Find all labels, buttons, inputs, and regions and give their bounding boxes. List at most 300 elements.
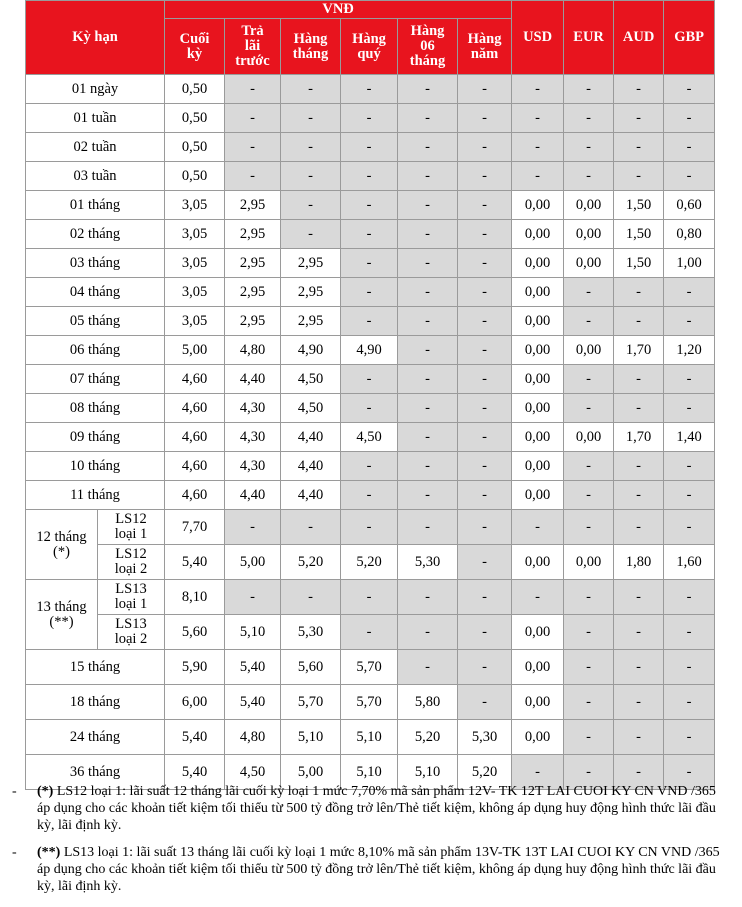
rate-cell: - [398, 162, 458, 191]
rate-cell: 5,00 [281, 755, 341, 790]
term-cell: 05 tháng [26, 307, 165, 336]
rate-cell: 7,70 [165, 510, 225, 545]
rate-cell: - [564, 162, 614, 191]
rate-cell: - [664, 580, 715, 615]
rate-cell: 0,00 [512, 545, 564, 580]
rate-cell: - [664, 394, 715, 423]
rate-cell: - [664, 365, 715, 394]
rate-cell: 4,50 [281, 394, 341, 423]
rate-cell: 1,40 [664, 423, 715, 452]
rate-cell: - [341, 452, 398, 481]
rate-cell: - [281, 75, 341, 104]
rate-cell: - [458, 452, 512, 481]
footnote-dash: - [12, 845, 17, 860]
table-row [26, 249, 715, 278]
rate-cell: 0,50 [165, 104, 225, 133]
rate-cell: - [458, 104, 512, 133]
rate-cell: - [398, 336, 458, 365]
rate-cell: - [664, 510, 715, 545]
footnote-text: LS13 loại 1: lãi suất 13 tháng lãi cuối kỳ loại 1 mức 8,10% mã sản phẩm 13V-TK 13T LAI CUOI KY CN VND /365 áp dụng cho các khoản tiết kiệm tối thiểu từ 500 tỷ đồng trở lên/Thẻ tiết kiệm, không áp dụng huy động hình thức lãi đầu kỳ, lãi định kỳ. [37, 845, 720, 894]
rate-cell: 3,05 [165, 249, 225, 278]
term-cell: 02 tuần [26, 133, 165, 162]
rate-cell: 5,90 [165, 650, 225, 685]
rate-cell: - [564, 580, 614, 615]
rate-cell: - [614, 104, 664, 133]
rate-cell: 3,05 [165, 278, 225, 307]
rate-cell: 5,10 [341, 720, 398, 755]
rate-cell: - [664, 481, 715, 510]
rate-cell: - [614, 510, 664, 545]
rate-cell: - [458, 133, 512, 162]
rate-cell: - [341, 278, 398, 307]
rate-cell: - [225, 580, 281, 615]
usd-header: USD [512, 1, 564, 75]
rate-cell: - [564, 104, 614, 133]
footnote [12, 844, 732, 895]
rate-cell: - [458, 336, 512, 365]
term-cell: 18 tháng [26, 685, 165, 720]
rate-cell: - [664, 104, 715, 133]
rate-cell: 0,60 [664, 191, 715, 220]
rate-cell: - [225, 75, 281, 104]
term-cell: 11 tháng [26, 481, 165, 510]
rate-cell: - [614, 615, 664, 650]
rate-cell: 1,20 [664, 336, 715, 365]
rate-cell: - [341, 615, 398, 650]
term-cell: 08 tháng [26, 394, 165, 423]
rate-cell: 5,10 [398, 755, 458, 790]
rate-cell: 0,00 [564, 336, 614, 365]
table-row [26, 278, 715, 307]
rate-cell: - [458, 510, 512, 545]
table-row [26, 510, 715, 545]
rate-cell: - [614, 307, 664, 336]
rate-cell: 5,40 [165, 545, 225, 580]
rate-cell: 4,40 [225, 481, 281, 510]
rate-cell: 0,00 [512, 278, 564, 307]
eur-header: EUR [564, 1, 614, 75]
rate-cell: 5,20 [398, 720, 458, 755]
rate-cell: - [398, 452, 458, 481]
rate-cell: - [614, 133, 664, 162]
rate-cell: 0,50 [165, 162, 225, 191]
rate-cell: - [458, 191, 512, 220]
rate-cell: - [225, 133, 281, 162]
rate-cell: - [614, 650, 664, 685]
term-cell: 01 tháng [26, 191, 165, 220]
rate-cell: 4,60 [165, 481, 225, 510]
rate-cell: - [614, 685, 664, 720]
rate-cell: 1,60 [664, 545, 715, 580]
footnote-dash: - [12, 784, 17, 799]
rate-cell: - [512, 580, 564, 615]
rate-cell: - [614, 755, 664, 790]
rate-cell: 5,60 [281, 650, 341, 685]
rate-cell: 5,70 [341, 685, 398, 720]
rate-cell: - [341, 133, 398, 162]
table-row [26, 133, 715, 162]
rate-cell: - [564, 685, 614, 720]
term-header: Kỳ hạn [26, 1, 165, 75]
vnd-col-header: Cuối kỳ [165, 19, 225, 75]
rate-cell: 4,40 [225, 365, 281, 394]
rate-cell: 3,05 [165, 220, 225, 249]
rate-cell: - [614, 452, 664, 481]
rate-cell: - [614, 720, 664, 755]
rate-cell: 0,00 [512, 481, 564, 510]
rate-cell: - [281, 510, 341, 545]
footnote-mark: (*) [37, 784, 54, 799]
rate-cell: - [664, 162, 715, 191]
vnd-col-header: Hàng năm [458, 19, 512, 75]
sub-term-cell: LS13 loại 2 [98, 615, 165, 650]
rate-cell: - [398, 365, 458, 394]
rate-cell: 4,40 [281, 423, 341, 452]
rate-cell: 0,00 [512, 191, 564, 220]
rate-cell: - [564, 720, 614, 755]
rate-cell: 3,05 [165, 191, 225, 220]
rate-cell: - [458, 220, 512, 249]
rate-cell: - [398, 615, 458, 650]
rate-cell: 4,60 [165, 452, 225, 481]
term-group-cell: 13 tháng (**) [26, 580, 98, 650]
rate-cell: 4,90 [341, 336, 398, 365]
table-row [26, 336, 715, 365]
table-row [26, 580, 715, 615]
rate-cell: - [564, 510, 614, 545]
rate-cell: - [458, 545, 512, 580]
term-cell: 04 tháng [26, 278, 165, 307]
rate-cell: 1,50 [614, 220, 664, 249]
rate-cell: - [614, 365, 664, 394]
rate-cell: 2,95 [281, 307, 341, 336]
rate-cell: - [664, 278, 715, 307]
rate-cell: - [281, 162, 341, 191]
rate-cell: - [664, 133, 715, 162]
rate-cell: - [564, 481, 614, 510]
rate-cell: - [564, 365, 614, 394]
rate-cell: - [564, 307, 614, 336]
rate-cell: 4,50 [341, 423, 398, 452]
table-body [26, 75, 715, 790]
rate-cell: 5,10 [341, 755, 398, 790]
rate-cell: 1,50 [614, 191, 664, 220]
rate-cell: - [341, 220, 398, 249]
term-cell: 06 tháng [26, 336, 165, 365]
rate-cell: - [341, 191, 398, 220]
vnd-col-header: Hàng tháng [281, 19, 341, 75]
rate-cell: - [564, 394, 614, 423]
footnotes [12, 783, 732, 905]
rate-cell: 5,00 [225, 545, 281, 580]
rate-cell: 4,60 [165, 423, 225, 452]
table-row [26, 307, 715, 336]
table-row [26, 452, 715, 481]
rate-cell: 0,50 [165, 133, 225, 162]
sub-term-cell: LS13 loại 1 [98, 580, 165, 615]
rate-cell: 5,00 [165, 336, 225, 365]
rate-cell: 1,50 [614, 249, 664, 278]
table-row [26, 75, 715, 104]
rate-cell: - [458, 307, 512, 336]
rate-cell: 5,30 [281, 615, 341, 650]
rate-cell: 0,00 [564, 423, 614, 452]
rate-cell: - [398, 191, 458, 220]
rate-cell: - [398, 481, 458, 510]
rate-cell: - [341, 162, 398, 191]
rate-cell: 4,50 [281, 365, 341, 394]
rate-cell: - [458, 650, 512, 685]
rate-cell: - [564, 650, 614, 685]
term-cell: 03 tháng [26, 249, 165, 278]
rate-cell: - [458, 580, 512, 615]
rate-cell: 1,70 [614, 336, 664, 365]
rate-cell: - [458, 75, 512, 104]
sub-term-cell: LS12 loại 1 [98, 510, 165, 545]
footnote-text: LS12 loại 1: lãi suất 12 tháng lãi cuối kỳ loại 1 mức 7,70% mã sản phẩm 12V- TK 12T LAI CUOI KY CN VND /365 áp dụng cho các khoản tiết kiệm tối thiểu từ 500 tỷ đồng trở lên/Thẻ tiết kiệm, không áp dụng huy động hình thức lãi đầu kỳ, lãi định kỳ. [37, 784, 716, 833]
footnote-mark: (**) [37, 845, 61, 860]
rate-cell: 0,00 [512, 249, 564, 278]
table-row [26, 220, 715, 249]
rate-cell: - [341, 580, 398, 615]
rate-cell: 2,95 [225, 220, 281, 249]
rate-cell: - [458, 685, 512, 720]
rate-cell: - [398, 133, 458, 162]
rate-cell: - [398, 650, 458, 685]
vnd-col-header: Trả lãi trước [225, 19, 281, 75]
rate-cell: 5,20 [281, 545, 341, 580]
rate-cell: - [564, 452, 614, 481]
rate-cell: 5,20 [458, 755, 512, 790]
rate-cell: 5,30 [458, 720, 512, 755]
rate-cell: 4,30 [225, 452, 281, 481]
rate-cell: 0,00 [512, 394, 564, 423]
rate-cell: 4,40 [281, 452, 341, 481]
rate-cell: - [664, 615, 715, 650]
rate-cell: 1,70 [614, 423, 664, 452]
vnd-col-header: Hàng quý [341, 19, 398, 75]
rate-cell: - [458, 394, 512, 423]
rate-cell: - [398, 580, 458, 615]
table-row [26, 685, 715, 720]
rate-cell: - [398, 510, 458, 545]
term-cell: 01 tuần [26, 104, 165, 133]
rate-cell: 0,00 [512, 685, 564, 720]
table-row [26, 394, 715, 423]
term-cell: 10 tháng [26, 452, 165, 481]
rate-cell: - [512, 755, 564, 790]
rate-cell: - [564, 75, 614, 104]
table-row [26, 481, 715, 510]
rate-cell: - [225, 162, 281, 191]
rate-cell: 0,50 [165, 75, 225, 104]
rate-cell: 5,30 [398, 545, 458, 580]
rate-cell: 0,00 [512, 220, 564, 249]
rate-cell: 5,20 [341, 545, 398, 580]
term-cell: 07 tháng [26, 365, 165, 394]
rate-cell: - [341, 394, 398, 423]
table-row [26, 720, 715, 755]
vnd-col-header: Hàng 06 tháng [398, 19, 458, 75]
rate-cell: 2,95 [225, 191, 281, 220]
rate-cell: - [398, 220, 458, 249]
rate-cell: 0,00 [564, 220, 614, 249]
table-row [26, 545, 715, 580]
table-row [26, 615, 715, 650]
footnote [12, 783, 732, 834]
rate-cell: 0,00 [564, 249, 614, 278]
rate-cell: - [614, 75, 664, 104]
interest-rate-table [25, 0, 715, 790]
rate-cell: - [398, 307, 458, 336]
rate-cell: - [458, 423, 512, 452]
rate-cell: - [512, 162, 564, 191]
rate-cell: 2,95 [281, 278, 341, 307]
rate-cell: 0,00 [512, 650, 564, 685]
rate-cell: 0,00 [512, 452, 564, 481]
rate-cell: 4,30 [225, 423, 281, 452]
rate-cell: - [664, 452, 715, 481]
rate-cell: - [564, 755, 614, 790]
rate-cell: 5,40 [225, 650, 281, 685]
aud-header: AUD [614, 1, 664, 75]
rate-cell: - [512, 510, 564, 545]
sub-term-cell: LS12 loại 2 [98, 545, 165, 580]
rate-cell: 1,80 [614, 545, 664, 580]
rate-cell: 5,40 [165, 755, 225, 790]
rate-cell: - [614, 394, 664, 423]
rate-cell: 0,00 [512, 423, 564, 452]
rate-cell: 4,60 [165, 365, 225, 394]
vnd-header: VNĐ [165, 1, 512, 19]
table-row [26, 423, 715, 452]
rate-cell: 0,00 [512, 365, 564, 394]
rate-cell: - [664, 650, 715, 685]
rate-cell: 5,40 [165, 720, 225, 755]
rate-cell: 1,00 [664, 249, 715, 278]
rate-cell: - [341, 75, 398, 104]
rate-cell: 5,60 [165, 615, 225, 650]
rate-cell: - [564, 133, 614, 162]
rate-cell: - [398, 394, 458, 423]
rate-cell: - [341, 307, 398, 336]
rate-cell: - [281, 580, 341, 615]
table-row [26, 162, 715, 191]
rate-cell: - [664, 755, 715, 790]
rate-cell: - [225, 104, 281, 133]
rate-cell: 5,70 [281, 685, 341, 720]
rate-cell: 0,00 [512, 307, 564, 336]
term-cell: 36 tháng [26, 755, 165, 790]
table-row [26, 365, 715, 394]
rate-cell: - [512, 133, 564, 162]
rate-cell: - [458, 249, 512, 278]
rate-cell: 5,40 [225, 685, 281, 720]
rate-cell: - [614, 278, 664, 307]
rate-cell: - [341, 365, 398, 394]
rate-cell: 5,10 [225, 615, 281, 650]
gbp-header: GBP [664, 1, 715, 75]
rate-cell: 2,95 [225, 307, 281, 336]
rate-cell: 5,80 [398, 685, 458, 720]
rate-cell: - [664, 75, 715, 104]
rate-cell: - [512, 75, 564, 104]
rate-cell: - [341, 510, 398, 545]
rate-cell: 4,40 [281, 481, 341, 510]
rate-cell: 8,10 [165, 580, 225, 615]
rate-cell: - [281, 191, 341, 220]
rate-cell: - [458, 615, 512, 650]
rate-cell: 2,95 [225, 249, 281, 278]
term-cell: 03 tuần [26, 162, 165, 191]
rate-cell: - [664, 720, 715, 755]
rate-cell: - [614, 481, 664, 510]
table-row [26, 191, 715, 220]
term-cell: 15 tháng [26, 650, 165, 685]
rate-cell: 4,50 [225, 755, 281, 790]
rate-cell: 0,00 [564, 545, 614, 580]
rate-cell: - [564, 278, 614, 307]
rate-cell: - [281, 133, 341, 162]
rate-cell: - [458, 365, 512, 394]
rate-cell: 4,60 [165, 394, 225, 423]
term-cell: 01 ngày [26, 75, 165, 104]
table-row [26, 650, 715, 685]
rate-cell: - [664, 685, 715, 720]
rate-cell: 0,00 [512, 336, 564, 365]
rate-cell: - [281, 104, 341, 133]
rate-cell: 0,00 [564, 191, 614, 220]
rate-cell: 4,90 [281, 336, 341, 365]
rate-cell: 5,70 [341, 650, 398, 685]
rate-cell: 5,10 [281, 720, 341, 755]
term-cell: 02 tháng [26, 220, 165, 249]
rate-cell: - [458, 162, 512, 191]
rate-cell: 6,00 [165, 685, 225, 720]
rate-cell: 2,95 [281, 249, 341, 278]
rate-cell: - [398, 104, 458, 133]
rate-cell: - [512, 104, 564, 133]
rate-cell: 4,80 [225, 720, 281, 755]
rate-cell: - [458, 481, 512, 510]
term-cell: 09 tháng [26, 423, 165, 452]
rate-cell: - [398, 278, 458, 307]
rate-cell: - [614, 162, 664, 191]
rate-cell: - [341, 481, 398, 510]
rate-cell: - [664, 307, 715, 336]
term-group-cell: 12 tháng (*) [26, 510, 98, 580]
rate-cell: - [398, 249, 458, 278]
rate-cell: 0,80 [664, 220, 715, 249]
rate-cell: - [341, 249, 398, 278]
rate-cell: 0,00 [512, 615, 564, 650]
rate-cell: - [341, 104, 398, 133]
rate-cell: - [225, 510, 281, 545]
table-row [26, 104, 715, 133]
rate-cell: - [614, 580, 664, 615]
rate-cell: 4,30 [225, 394, 281, 423]
rate-cell: 3,05 [165, 307, 225, 336]
rate-cell: - [398, 75, 458, 104]
rate-cell: - [458, 278, 512, 307]
rate-cell: 2,95 [225, 278, 281, 307]
rate-cell: - [281, 220, 341, 249]
term-cell: 24 tháng [26, 720, 165, 755]
table-header [26, 1, 715, 75]
rate-cell: 4,80 [225, 336, 281, 365]
rate-cell: - [564, 615, 614, 650]
rate-cell: - [398, 423, 458, 452]
